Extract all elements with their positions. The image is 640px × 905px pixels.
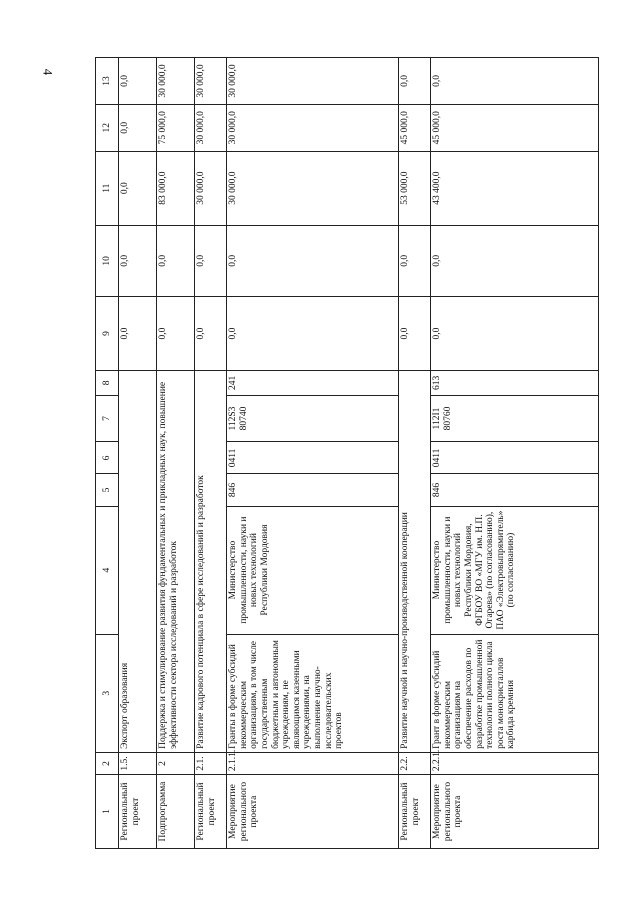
table-row: [195, 58, 227, 849]
col-header-8: 8: [96, 371, 119, 396]
row-category: Региональный проект: [195, 775, 227, 849]
value-col-13: 30 000,0: [157, 58, 195, 105]
value-col-11: 30 000,0: [227, 151, 399, 225]
col-header-2: 2: [96, 752, 119, 774]
col-header-13: 13: [96, 58, 119, 105]
row-number: 2.2.1.: [431, 752, 599, 774]
value-col-9: 0,0: [399, 297, 431, 371]
row-number: 2.1.: [195, 752, 227, 774]
row-category: Мероприятие регионального проекта: [227, 775, 399, 849]
page-number: 4: [40, 68, 56, 76]
value-col-12: 30 000,0: [195, 104, 227, 151]
row-number: 2.2.: [399, 752, 431, 774]
value-col-10: 0,0: [431, 225, 599, 296]
value-col-13: 30 000,0: [227, 58, 399, 105]
col-header-3: 3: [96, 634, 119, 752]
row-title: Развитие научной и научно-производственной кооперации: [399, 371, 431, 753]
row-number: 1.5.: [119, 752, 157, 774]
row-title: Экспорт образования: [119, 371, 157, 753]
value-col-9: 0,0: [119, 297, 157, 371]
value-col-12: 45 000,0: [399, 104, 431, 151]
row-category: Региональный проект: [399, 775, 431, 849]
value-col-13: 30 000,0: [195, 58, 227, 105]
value-col-11: 43 400,0: [431, 151, 599, 225]
value-col-11: 83 000,0: [157, 151, 195, 225]
col-header-12: 12: [96, 104, 119, 151]
value-col-12: 0,0: [119, 104, 157, 151]
row-title: Поддержка и стимулирование развития фундаментальных и прикладных наук, повышение эффективности сектора исследований и разработок: [157, 371, 195, 753]
value-col-9: 0,0: [431, 297, 599, 371]
measure-description: Грант в форме субсидий некоммерческим организациям на обеспечение расходов по разработке промышленной технологии полного цикла роста монокристаллов карбида кремния: [431, 634, 599, 752]
value-col-12: 30 000,0: [227, 104, 399, 151]
code-ministry: 846: [227, 474, 399, 506]
value-col-11: 53 000,0: [399, 151, 431, 225]
code-ministry: 846: [431, 474, 599, 506]
code-expense-type: 241: [227, 371, 399, 396]
col-header-10: 10: [96, 225, 119, 296]
value-col-12: 75 000,0: [157, 104, 195, 151]
value-col-11: 30 000,0: [195, 151, 227, 225]
responsible-executor: Министерство промышленности, науки и новых технологий Республики Мордовия, ФГБОУ ВО «МГУ им. Н.П. Огарева» (по согласованию), ПАО «Электровыпрямитель» (по согласованию): [431, 506, 599, 634]
col-header-7: 7: [96, 395, 119, 442]
col-header-6: 6: [96, 442, 119, 474]
budget-table: [95, 57, 599, 849]
value-col-9: 0,0: [227, 297, 399, 371]
col-header-9: 9: [96, 297, 119, 371]
row-number: 2: [157, 752, 195, 774]
table-row: [157, 58, 195, 849]
code-target-article: 112S3 80740: [227, 395, 399, 442]
value-col-9: 0,0: [157, 297, 195, 371]
code-section: 0411: [227, 442, 399, 474]
responsible-executor: Министерство промышленности, науки и новых технологий Республики Мордовия: [227, 506, 399, 634]
code-target-article: 112I1 80760: [431, 395, 599, 442]
value-col-10: 0,0: [399, 225, 431, 296]
code-section: 0411: [431, 442, 599, 474]
col-header-5: 5: [96, 474, 119, 506]
row-number: 2.1.1.: [227, 752, 399, 774]
code-expense-type: 613: [431, 371, 599, 396]
value-col-9: 0,0: [195, 297, 227, 371]
rotated-table-container: [95, 57, 639, 849]
table-row: [119, 58, 157, 849]
value-col-10: 0,0: [157, 225, 195, 296]
row-category: Региональный проект: [119, 775, 157, 849]
table-row: [227, 58, 399, 849]
value-col-13: 0,0: [119, 58, 157, 105]
value-col-11: 0,0: [119, 151, 157, 225]
value-col-10: 0,0: [195, 225, 227, 296]
value-col-13: 0,0: [399, 58, 431, 105]
table-row: [399, 58, 431, 849]
row-title: Развитие кадрового потенциала в сфере исследований и разработок: [195, 371, 227, 753]
value-col-10: 0,0: [227, 225, 399, 296]
measure-description: Гранты в форме субсидий некоммерческим организациям, в том числе государственным бюджетным и автономным учреждениям, не являющимся казенными учреждениями, на выполнение научно-исследовательских проектов: [227, 634, 399, 752]
table-row: [431, 58, 599, 849]
header-row: [96, 58, 119, 849]
row-category: Подпрограмма: [157, 775, 195, 849]
col-header-1: 1: [96, 775, 119, 849]
col-header-4: 4: [96, 506, 119, 634]
value-col-10: 0,0: [119, 225, 157, 296]
value-col-13: 0,0: [431, 58, 599, 105]
value-col-12: 45 000,0: [431, 104, 599, 151]
col-header-11: 11: [96, 151, 119, 225]
row-category: Мероприятие регионального проекта: [431, 775, 599, 849]
